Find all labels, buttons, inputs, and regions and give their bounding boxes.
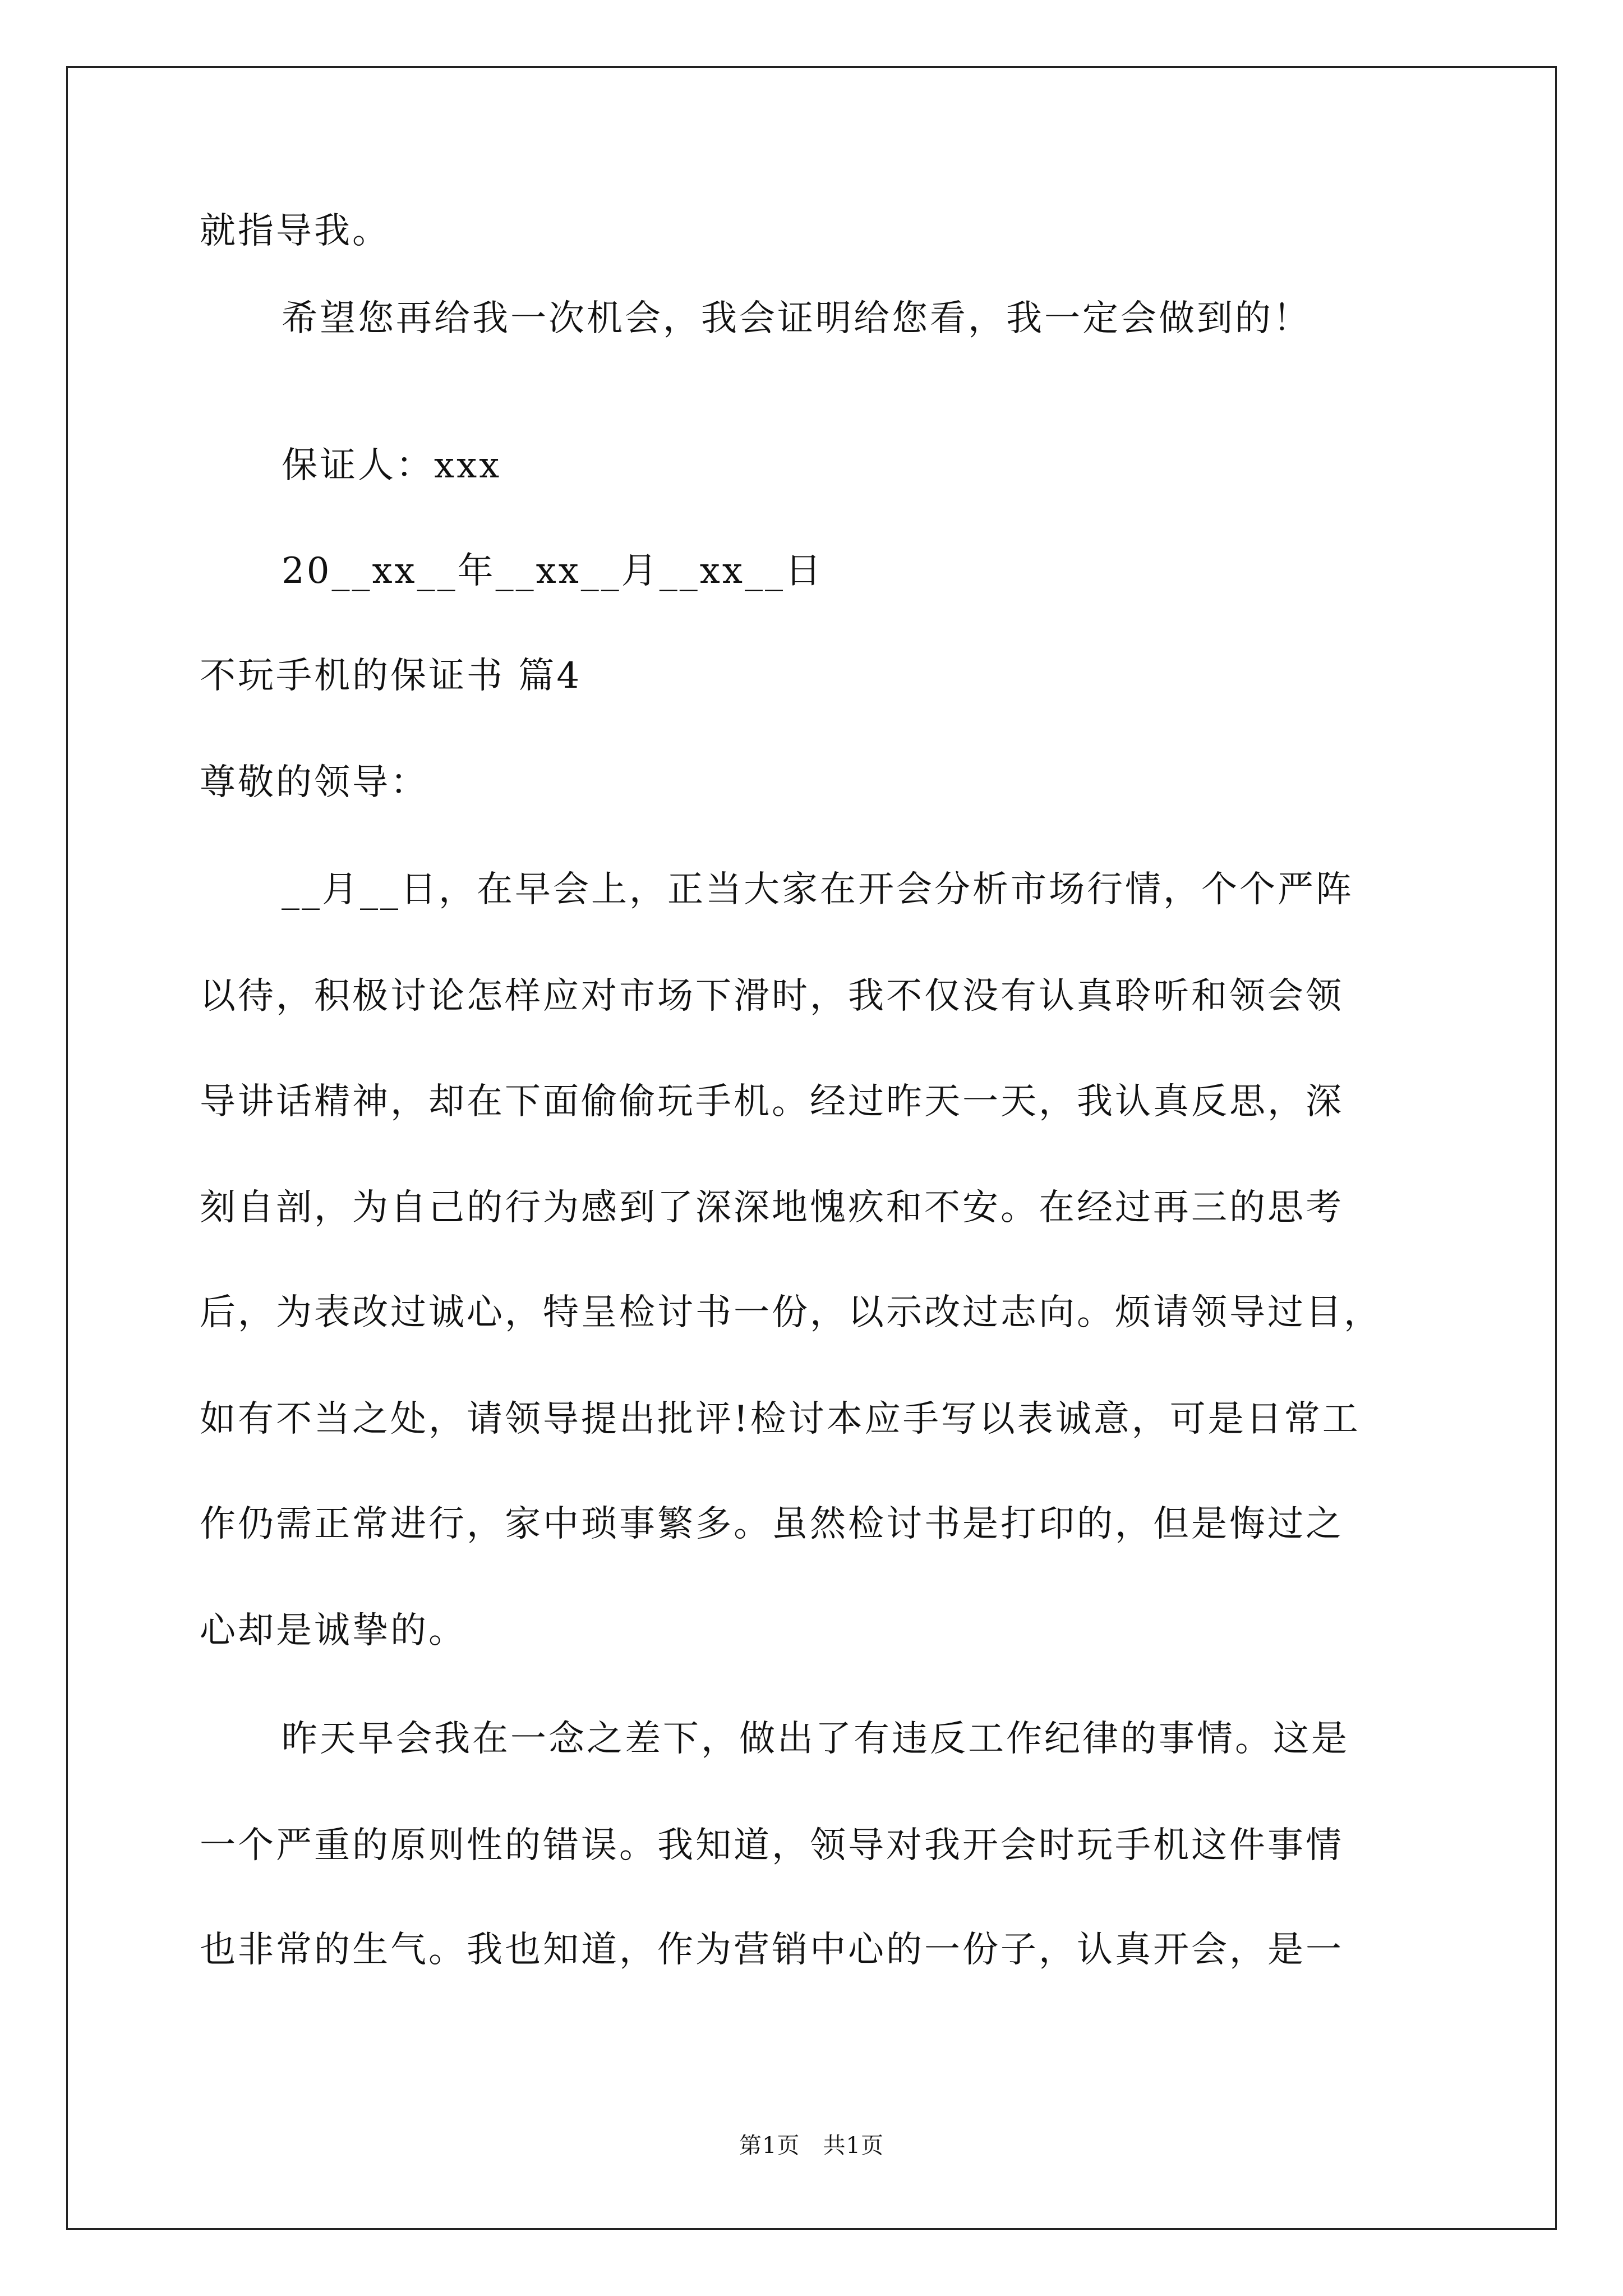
paragraph-line: 作仍需正常进行，家中琐事繁多。虽然检讨书是打印的，但是悔过之 (200, 1503, 1344, 1545)
paragraph-line: 昨天早会我在一念之差下，做出了有违反工作纪律的事情。这是 (282, 1718, 1349, 1760)
salutation: 尊敬的领导： (200, 762, 428, 803)
date-line: 20__xx__年__xx__月__xx__日 (282, 550, 823, 592)
paragraph-line: 导讲话精神，却在下面偷偷玩手机。经过昨天一天，我认真反思，深 (200, 1081, 1344, 1122)
section-heading: 不玩手机的保证书 篇4 (200, 655, 582, 697)
paragraph-line: 一个严重的原则性的错误。我知道，领导对我开会时玩手机这件事情 (200, 1825, 1344, 1866)
paragraph-line: 后，为表改过诚心，特呈检讨书一份，以示改过志向。烦请领导过目， (200, 1292, 1382, 1333)
paragraph-line: __月__日，在早会上，正当大家在开会分析市场行情，个个严阵 (282, 869, 1354, 910)
paragraph-line: 如有不当之处，请领导提出批评!检讨本应手写以表诚意，可是日常工 (200, 1398, 1361, 1440)
paragraph-line: 以待，积极讨论怎样应对市场下滑时，我不仅没有认真聆听和领会领 (200, 976, 1344, 1017)
page-border (66, 66, 1557, 2230)
text-line-closing: 就指导我。 (200, 210, 390, 252)
paragraph-line: 也非常的生气。我也知道，作为营销中心的一份子，认真开会，是一 (200, 1929, 1344, 1971)
text-line-hope: 希望您再给我一次机会，我会证明给您看，我一定会做到的！ (282, 298, 1311, 339)
guarantor-signature: 保证人：xxx (282, 445, 502, 486)
paragraph-line: 刻自剖，为自己的行为感到了深深地愧疚和不安。在经过再三的思考 (200, 1187, 1344, 1228)
paragraph-line: 心却是诚挚的。 (200, 1610, 467, 1651)
page-number-footer: 第1页 共1页 (739, 2133, 884, 2159)
